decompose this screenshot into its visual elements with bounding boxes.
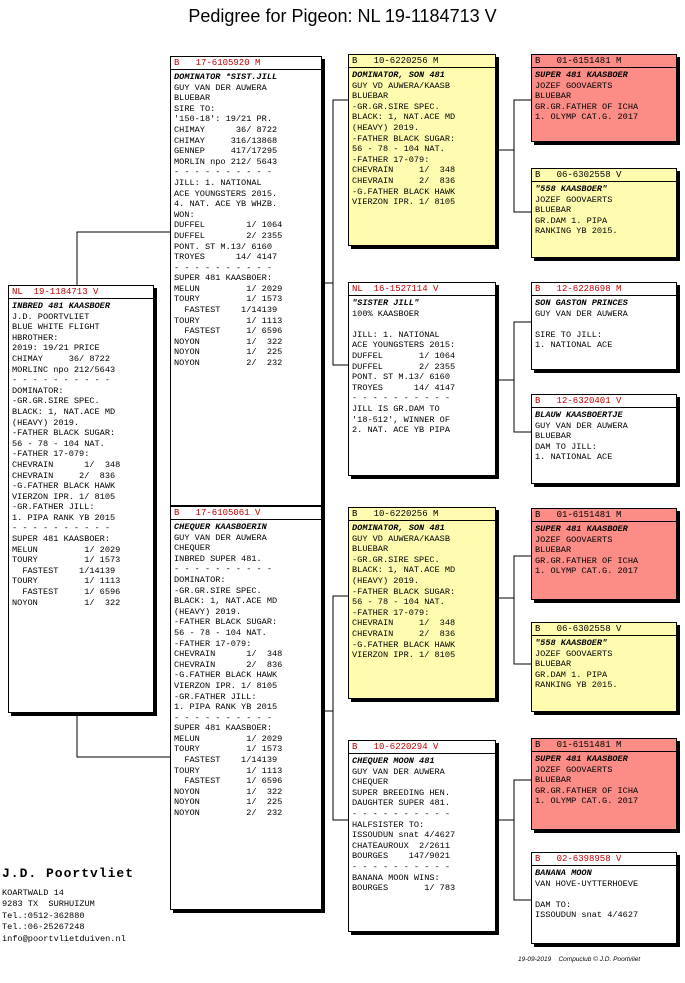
detail-line: INBRED SUPER 481.	[174, 553, 262, 564]
detail-line: TOURY 1/ 1573	[174, 744, 283, 755]
detail-line: 1. NATIONAL ACE	[535, 340, 613, 351]
detail-line: VAN HOVE-UYTTERHOEVE	[535, 878, 639, 889]
detail-line: (HEAVY) 2019.	[352, 122, 420, 133]
detail-line: MORLINC npo 212/5643	[12, 364, 116, 375]
detail-line: CHATEAUROUX 2/2611	[352, 840, 450, 851]
pigeon-card-sss	[531, 54, 677, 142]
detail-line: GR.GR.FATHER OF ICHA	[535, 555, 639, 566]
detail-line: JOZEF GOOVAERTS	[535, 80, 613, 91]
detail-line: NOYON 1/ 225	[174, 347, 283, 358]
detail-line: GENNEP 417/17295	[174, 146, 278, 157]
detail-line: 100% KAASBOER	[352, 308, 420, 319]
detail-line: 4. NAT. ACE YB WHZB.	[174, 199, 278, 210]
detail-line: CHEVRAIN 1/ 348	[352, 618, 456, 629]
detail-line: HBROTHER:	[12, 332, 59, 343]
detail-line: DAUGHTER SUPER 481.	[352, 798, 450, 809]
detail-line: - - - - - - - - - -	[352, 808, 450, 819]
detail-line: -G.FATHER BLACK HAWK	[12, 481, 116, 492]
detail-line: VIERZON IPR. 1/ 8105	[352, 650, 456, 661]
detail-line: CHIMAY 316/13868	[174, 135, 278, 146]
detail-line: GR.GR.FATHER OF ICHA	[535, 785, 639, 796]
detail-line: -FATHER 17-079:	[352, 154, 430, 165]
detail-line: BLUE WHITE FLIGHT	[12, 322, 100, 333]
pigeon-card-sd	[348, 282, 496, 476]
detail-line: 1. OLYMP CAT.G. 2017	[535, 796, 639, 807]
detail-line	[535, 319, 673, 330]
detail-line: GUY VAN DER AUWERA	[174, 532, 267, 543]
pigeon-details	[171, 520, 321, 819]
detail-line: 1. PIPA RANK YB 2015	[12, 512, 116, 523]
detail-line: BLUEBAR	[352, 91, 389, 102]
detail-line: DUFFEL 2/ 2355	[352, 361, 456, 372]
detail-line: DAM TO:	[535, 899, 572, 910]
detail-line: ACE YOUNGSTERS 2015:	[352, 340, 456, 351]
pigeon-name: SUPER 481 KAASBOER	[535, 754, 628, 764]
detail-line: NOYON 2/ 232	[174, 808, 283, 819]
owner-block	[2, 866, 134, 945]
detail-line: BOURGES 1/ 783	[352, 883, 456, 894]
detail-line: JOZEF GOOVAERTS	[535, 764, 613, 775]
detail-line: BLACK: 1, NAT.ACE MD	[352, 565, 456, 576]
detail-line: 2019: 19/21 PRICE	[12, 343, 100, 354]
pigeon-details	[532, 752, 676, 807]
pigeon-name: "558 KAASBOER"	[535, 184, 608, 194]
pigeon-details	[532, 636, 676, 691]
detail-line: NOYON 1/ 322	[174, 336, 283, 347]
owner-name: J.D. Poortvliet	[2, 866, 135, 881]
detail-line: NOYON 1/ 322	[174, 786, 283, 797]
detail-line: TOURY 1/ 1113	[174, 315, 283, 326]
detail-line: BLUEBAR	[535, 775, 572, 786]
detail-line: BLUEBAR	[535, 91, 572, 102]
pigeon-name: SUPER 481 KAASBOER	[535, 524, 628, 534]
ring-number: B 01-6151481 M	[532, 55, 676, 68]
owner-address-line-1: KOARTWALD 14	[2, 888, 64, 898]
detail-line: -GR.GR.SIRE SPEC.	[12, 396, 100, 407]
detail-line: FASTEST 1/ 6596	[174, 326, 283, 337]
detail-line: ISSOUDUN snat 4/4627	[535, 910, 639, 921]
detail-line: FASTEST 1/14139	[174, 305, 278, 316]
pigeon-card-dd	[348, 740, 496, 932]
pigeon-details	[349, 754, 495, 894]
detail-line: CHIMAY 36/ 8722	[12, 353, 110, 364]
detail-line: BLACK: 1, NAT.ACE MD	[174, 596, 278, 607]
detail-line: J.D. POORTVLIET	[12, 311, 90, 322]
detail-line: 1. OLYMP CAT.G. 2017	[535, 566, 639, 577]
ring-number: B 02-6398958 V	[532, 853, 676, 866]
detail-line: JOZEF GOOVAERTS	[535, 648, 613, 659]
pigeon-card-subject	[8, 285, 154, 713]
detail-line: TOURY 1/ 1573	[174, 294, 283, 305]
detail-line: GUY VAN DER AUWERA	[174, 82, 267, 93]
pigeon-name: BLAUW KAASBOERTJE	[535, 410, 623, 420]
detail-line: BLUEBAR	[535, 659, 572, 670]
pigeon-card-dds	[531, 738, 677, 830]
detail-line: -GR.FATHER JILL:	[174, 691, 257, 702]
page-title: Pedigree for Pigeon: NL 19-1184713 V	[188, 6, 497, 26]
detail-line: GUY VAN DER AUWERA	[535, 308, 628, 319]
detail-line: NOYON 2/ 232	[174, 358, 283, 369]
pigeon-card-ddd	[531, 852, 677, 944]
detail-line: TROYES 14/ 4147	[174, 252, 278, 263]
detail-line: CHEQUER	[174, 543, 211, 554]
ring-number: B 12-6228698 M	[532, 283, 676, 296]
pigeon-details	[532, 866, 676, 921]
detail-line: - - - - - - - - - -	[174, 712, 272, 723]
detail-line: ACE YOUNGSTERS 2015.	[174, 188, 278, 199]
detail-line: CHEQUER	[352, 777, 389, 788]
detail-line: JOZEF GOOVAERTS	[535, 194, 613, 205]
ring-number: B 12-6320401 V	[532, 395, 676, 408]
detail-line: BLUEBAR	[174, 93, 211, 104]
detail-line	[352, 319, 492, 330]
detail-line: CHEVRAIN 2/ 836	[352, 628, 456, 639]
detail-line: BLACK: 1, NAT.ACE MD	[12, 406, 116, 417]
detail-line: CHEVRAIN 2/ 836	[174, 659, 283, 670]
detail-line: - - - - - - - - - -	[12, 523, 110, 534]
detail-line: -FATHER BLACK SUGAR:	[12, 428, 116, 439]
detail-line: CHIMAY 36/ 8722	[174, 124, 278, 135]
detail-line: RANKING YB 2015.	[535, 680, 618, 691]
detail-line: MELUN 1/ 2029	[174, 733, 283, 744]
ring-number: B 17-6105061 V	[171, 507, 321, 520]
detail-line: 56 - 78 - 104 NAT.	[352, 597, 445, 608]
detail-line: ISSOUDUN snat 4/4627	[352, 830, 456, 841]
ring-number: B 06-6302558 V	[532, 169, 676, 182]
pigeon-name: "558 KAASBOER"	[535, 638, 608, 648]
detail-line: -G.FATHER BLACK HAWK	[174, 670, 278, 681]
detail-line: RANKING YB 2015.	[535, 226, 618, 237]
detail-line: (HEAVY) 2019.	[12, 417, 80, 428]
pigeon-card-sire	[170, 56, 322, 506]
detail-line: (HEAVY) 2019.	[352, 575, 420, 586]
detail-line: TOURY 1/ 1113	[174, 765, 283, 776]
detail-line: 56 - 78 - 104 NAT.	[352, 144, 445, 155]
detail-line: BOURGES 147/9021	[352, 851, 450, 862]
pigeon-name: DOMINATOR, SON 481	[352, 70, 445, 80]
detail-line: 1. OLYMP CAT.G. 2017	[535, 112, 639, 123]
detail-line: TROYES 14/ 4147	[352, 382, 456, 393]
detail-line: JOZEF GOOVAERTS	[535, 534, 613, 545]
detail-line: MELUN 1/ 2029	[174, 283, 283, 294]
detail-line: NOYON 1/ 225	[174, 797, 283, 808]
detail-line: JILL IS GR.DAM TO	[352, 403, 440, 414]
footer-credit: 19-09-2019 Compuclub © J.D. Poortvliet	[518, 956, 641, 963]
owner-phone-2: Tel.:06-25267248	[2, 922, 85, 933]
pigeon-name: DOMINATOR *SIST.JILL	[174, 72, 278, 82]
pigeon-name: CHEQUER KAASBOERIN	[174, 522, 267, 532]
ring-number: NL 16-1527114 V	[349, 283, 495, 296]
detail-line: -FATHER 17-079:	[12, 449, 90, 460]
detail-line: - - - - - - - - - -	[352, 393, 450, 404]
detail-line: PONT. ST M.13/ 6160	[174, 241, 272, 252]
pigeon-name: CHEQUER MOON 481	[352, 756, 435, 766]
detail-line: -GR.GR.SIRE SPEC.	[352, 554, 440, 565]
detail-line: CHEVRAIN 2/ 836	[352, 175, 456, 186]
detail-line: CHEVRAIN 1/ 348	[12, 459, 121, 470]
detail-line: DUFFEL 2/ 2355	[174, 230, 283, 241]
pigeon-card-ssd	[531, 168, 677, 258]
detail-line: -G.FATHER BLACK HAWK	[352, 186, 456, 197]
detail-line: - - - - - - - - - -	[174, 167, 272, 178]
detail-line: -G.FATHER BLACK HAWK	[352, 639, 456, 650]
pigeon-details	[349, 521, 495, 661]
pigeon-name: BANANA MOON	[535, 868, 592, 878]
ring-number: B 06-6302558 V	[532, 623, 676, 636]
detail-line: '150-18': 19/21 PR.	[174, 114, 272, 125]
pigeon-name: INBRED 481 KAASBOER	[12, 301, 110, 311]
detail-line: SUPER 481 KAASBOER:	[174, 723, 272, 734]
detail-line: GR.GR.FATHER OF ICHA	[535, 101, 639, 112]
detail-line: VIERZON IPR. 1/ 8105	[174, 680, 278, 691]
detail-line: BLACK: 1, NAT.ACE MD	[352, 112, 456, 123]
pigeon-details	[532, 68, 676, 123]
detail-line: -FATHER BLACK SUGAR:	[352, 133, 456, 144]
pigeon-card-sds	[531, 282, 677, 370]
pigeon-details	[532, 296, 676, 351]
detail-line: DUFFEL 1/ 1064	[352, 350, 456, 361]
detail-line: BLUEBAR	[535, 205, 572, 216]
detail-line: MORLIN npo 212/ 5643	[174, 156, 278, 167]
detail-line: - - - - - - - - - -	[174, 262, 272, 273]
detail-line	[535, 889, 673, 900]
detail-line: JILL: 1. NATIONAL	[352, 329, 440, 340]
detail-line: CHEVRAIN 1/ 348	[174, 649, 283, 660]
pigeon-card-dsd	[531, 622, 677, 712]
detail-line: MELUN 1/ 2029	[12, 544, 121, 555]
pigeon-details	[532, 182, 676, 237]
detail-line: GUY VAN DER AUWERA	[535, 420, 628, 431]
detail-line: BLUEBAR	[535, 545, 572, 556]
detail-line: FASTEST 1/14139	[12, 565, 116, 576]
detail-line: CHEVRAIN 2/ 836	[12, 470, 116, 481]
detail-line: (HEAVY) 2019.	[174, 606, 242, 617]
detail-line: - - - - - - - - - -	[174, 564, 272, 575]
detail-line: -FATHER 17-079:	[352, 607, 430, 618]
detail-line: SIRE TO:	[174, 103, 216, 114]
detail-line: -GR.GR.SIRE SPEC.	[174, 585, 262, 596]
detail-line: -GR.GR.SIRE SPEC.	[352, 101, 440, 112]
owner-phone-1: Tel.:0512-362880	[2, 910, 85, 921]
detail-line: GR.DAM 1. PIPA	[535, 215, 608, 226]
ring-number: B 01-6151481 M	[532, 739, 676, 752]
ring-number: NL 19-1184713 V	[9, 286, 153, 299]
detail-line: - - - - - - - - - -	[352, 861, 450, 872]
detail-line: -FATHER BLACK SUGAR:	[352, 586, 456, 597]
detail-line: TOURY 1/ 1113	[12, 576, 121, 587]
detail-line: SUPER BREEDING HEN.	[352, 787, 450, 798]
detail-line: GR.DAM 1. PIPA	[535, 669, 608, 680]
detail-line: FASTEST 1/ 6596	[174, 776, 283, 787]
detail-line: 56 - 78 - 104 NAT.	[174, 627, 267, 638]
pigeon-name: SUPER 481 KAASBOER	[535, 70, 628, 80]
detail-line: HALFSISTER TO:	[352, 819, 425, 830]
detail-line: JILL: 1. NATIONAL	[174, 177, 262, 188]
ring-number: B 10-6220256 M	[349, 508, 495, 521]
pigeon-card-ss	[348, 54, 496, 246]
pigeon-name: "SISTER JILL"	[352, 298, 420, 308]
detail-line: GUY VD AUWERA/KAASB	[352, 80, 450, 91]
detail-line: SUPER 481 KAASBOER:	[12, 534, 110, 545]
detail-line: VIERZON IPR. 1/ 8105	[12, 491, 116, 502]
owner-email: info@poortvlietduiven.nl	[2, 933, 126, 944]
detail-line: GUY VAN DER AUWERA	[352, 766, 445, 777]
pigeon-card-sdd	[531, 394, 677, 484]
detail-line: NOYON 1/ 322	[12, 597, 121, 608]
pigeon-details	[9, 299, 153, 608]
pigeon-name: SON GASTON PRINCES	[535, 298, 628, 308]
detail-line: TOURY 1/ 1573	[12, 555, 121, 566]
detail-line: DUFFEL 1/ 1064	[174, 220, 283, 231]
pigeon-card-ds	[348, 507, 496, 699]
pigeon-name: DOMINATOR, SON 481	[352, 523, 445, 533]
detail-line: 56 - 78 - 104 NAT.	[12, 438, 105, 449]
detail-line: DOMINATOR:	[12, 385, 64, 396]
detail-line: BLUEBAR	[535, 431, 572, 442]
detail-line: CHEVRAIN 1/ 348	[352, 165, 456, 176]
detail-line: 2. NAT. ACE YB PIPA	[352, 425, 450, 436]
detail-line: BANANA MOON WINS:	[352, 872, 440, 883]
ring-number: B 10-6220294 V	[349, 741, 495, 754]
owner-address-line-2: 9283 TX SURHUIZUM	[2, 899, 95, 910]
ring-number: B 17-6105920 M	[171, 57, 321, 70]
detail-line: SIRE TO JILL:	[535, 329, 603, 340]
detail-line: 1. NATIONAL ACE	[535, 452, 613, 463]
detail-line: FASTEST 1/ 6596	[12, 587, 121, 598]
pigeon-card-dam	[170, 506, 322, 910]
pigeon-card-dss	[531, 508, 677, 600]
detail-line: BLUEBAR	[352, 544, 389, 555]
detail-line: SUPER 481 KAASBOER:	[174, 273, 272, 284]
detail-line: DOMINATOR:	[174, 574, 226, 585]
detail-line: FASTEST 1/14139	[174, 755, 278, 766]
pigeon-details	[532, 522, 676, 577]
detail-line: - - - - - - - - - -	[12, 375, 110, 386]
detail-line: DAM TO JILL:	[535, 441, 597, 452]
detail-line: '18-512', WINNER OF	[352, 414, 450, 425]
detail-line: -GR.FATHER JILL:	[12, 502, 95, 513]
detail-line: WON:	[174, 209, 195, 220]
pigeon-details	[171, 70, 321, 369]
detail-line: GUY VD AUWERA/KAASB	[352, 533, 450, 544]
detail-line: 1. PIPA RANK YB 2015	[174, 702, 278, 713]
detail-line: VIERZON IPR. 1/ 8105	[352, 197, 456, 208]
ring-number: B 01-6151481 M	[532, 509, 676, 522]
ring-number: B 10-6220256 M	[349, 55, 495, 68]
detail-line: -FATHER 17-079:	[174, 638, 252, 649]
detail-line: PONT. ST M.13/ 6160	[352, 372, 450, 383]
pigeon-details	[349, 68, 495, 208]
pigeon-details	[532, 408, 676, 463]
pigeon-details	[349, 296, 495, 436]
detail-line: -FATHER BLACK SUGAR:	[174, 617, 278, 628]
